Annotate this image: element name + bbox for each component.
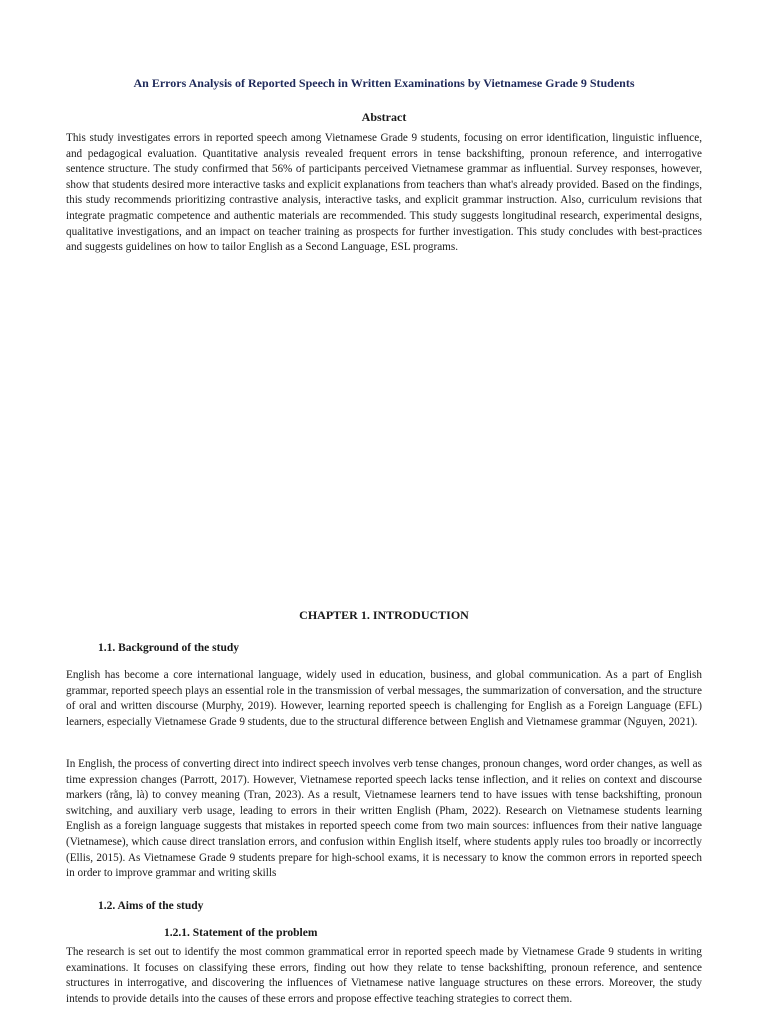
body-paragraph: English has become a core international language, widely used in education, business, and global communication. As a part of English grammar, reported speech plays an essential role in the transmission of verbal messages, the summarization of conversation, and the structure of oral and written discourse (Murphy, 2019). However, learning reported speech is challenging for English as a Foreign Language (EFL) learners, especially Vietnamese Grade 9 students, due to the structural difference between English and Vietnamese grammar (Nguyen, 2021).: [66, 669, 702, 728]
abstract-heading: Abstract: [361, 110, 407, 124]
section-heading-1-1: 1.1. Background of the study: [98, 642, 240, 654]
abstract-text: This study investigates errors in reported speech among Vietnamese Grade 9 students, focusing on error identification, linguistic influence, and pedagogical evaluation. Quantitative analysis revealed frequent errors in tense backshifting, pronoun reference, and interrogative sentence structure. The study confirmed that 56% of participants perceived Vietnamese grammar as influential. Survey responses, however, show that students desired more interactive tasks and explicit explanations from teachers than what's already provided. Based on the findings, this study recommends prioritizing contrastive analysis, interactive tasks, and explicit grammar instruction. Also, curriculum revisions that integrate pragmatic competence and authentic materials are recommended. This study suggests longitudinal research, experimental designs, qualitative investigations, and an impact on teacher training as prospects for further investigation. This study concludes with best-practices and suggests guidelines on how to tailor English as a Second Language, ESL programs.: [66, 132, 702, 254]
paper-title: An Errors Analysis of Reported Speech in Written Examinations by Vietnamese Grade 9 Students: [133, 76, 635, 90]
subsection-heading-1-2-1: 1.2.1. Statement of the problem: [164, 927, 318, 939]
chapter-heading: CHAPTER 1. INTRODUCTION: [299, 608, 469, 622]
body-paragraph: In English, the process of converting direct into indirect speech involves verb tense changes, pronoun changes, word order changes, as well as time expression changes (Parrott, 2017). However, Vietnamese reported speech lacks tense inflection, and it relies on context and discourse markers (rằng, là) to convey meaning (Tran, 2023). As a result, Vietnamese learners tend to have issues with tense backshifting, pronoun switching, and auxiliary verb usage, leading to errors in their written English (Pham, 2022). Research on Vietnamese students learning English as a foreign language suggests that mistakes in reported speech come from two main sources: influences from their native language (Vietnamese), which cause direct translation errors, and confusion within English itself, where students apply rules too broadly or incorrectly (Ellis, 2015). As Vietnamese Grade 9 students prepare for high-school exams, it is necessary to know the common errors in reported speech in order to improve grammar and writing skills: [66, 758, 702, 880]
section-heading-1-2: 1.2. Aims of the study: [98, 900, 204, 912]
body-paragraph: The research is set out to identify the most common grammatical error in reported speech made by Vietnamese Grade 9 students in writing examinations. It focuses on classifying these errors, finding out how they relate to tense backshifting, pronoun reference, and sentence structures in interrogative, and discovering the influences of Vietnamese native language structures on these errors. Moreover, the study intends to provide details into the causes of these errors and propose effective teaching strategies to correct them.: [66, 946, 702, 1005]
